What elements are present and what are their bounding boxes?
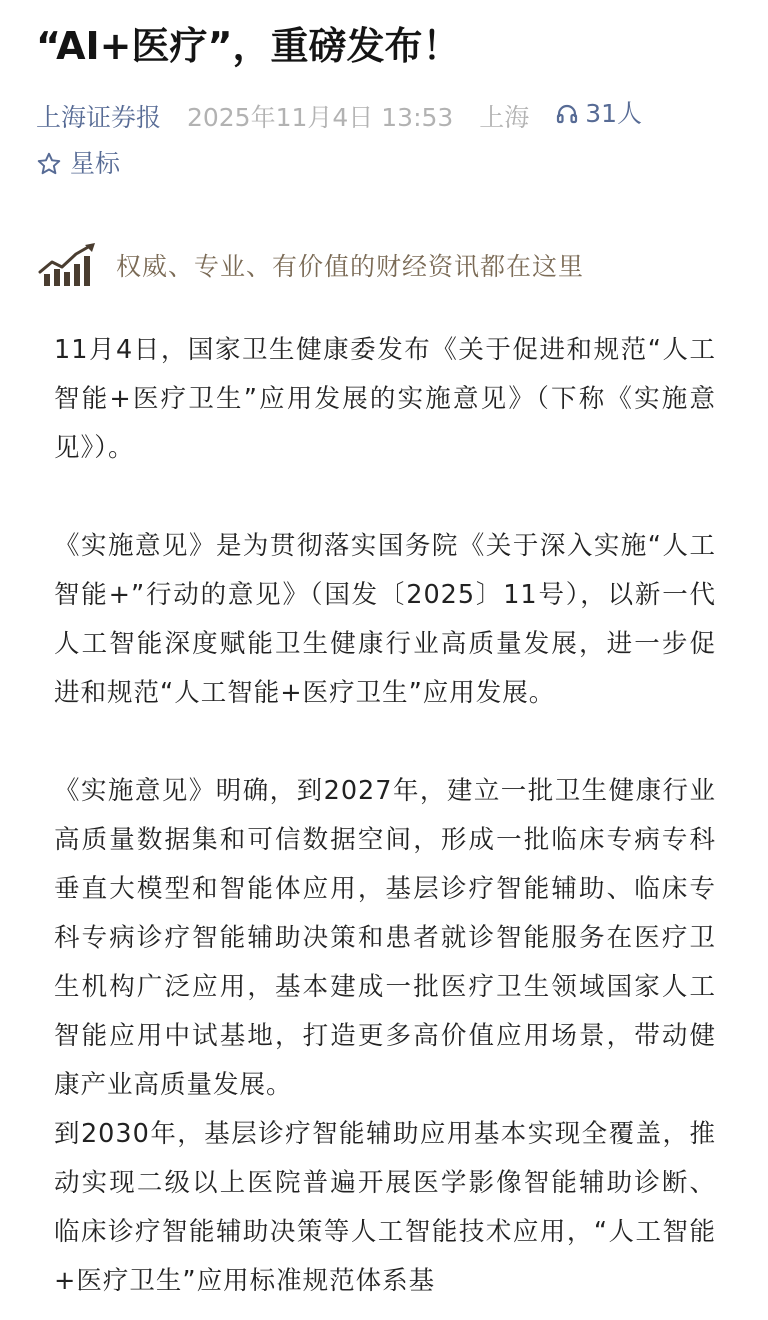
article-paragraph: 到2030年，基层诊疗智能辅助应用基本实现全覆盖，推动实现二级以上医院普遍开展医学影像智能辅助诊断、临床诊疗智能辅助决策等人工智能技术应用，“人工智能+医疗卫生”应用标准规范体系基: [54, 1119, 716, 1296]
star-outline-icon: [36, 151, 62, 177]
listen-button[interactable]: [555, 94, 660, 134]
headphones-icon: [555, 102, 579, 126]
rising-chart-arrow-icon: [38, 242, 98, 288]
publish-location: 上海: [479, 103, 530, 132]
brand-banner: [38, 238, 584, 292]
article-body: [54, 326, 716, 1306]
listener-count: 31人: [585, 99, 643, 128]
banner-slogan: 权威、专业、有价值的财经资讯都在这里: [116, 252, 585, 281]
publish-date: 2025年11月4日 13:53: [186, 103, 454, 132]
account-name-link[interactable]: 上海证券报: [36, 103, 162, 132]
article-title: “AI+医疗”，重磅发布！: [36, 24, 461, 68]
article-paragraph: 11月4日，国家卫生健康委发布《关于促进和规范“人工智能+医疗卫生”应用发展的实施意见》（下称《实施意见》）。: [54, 335, 716, 463]
article-paragraph: 《实施意见》明确，到2027年，建立一批卫生健康行业高质量数据集和可信数据空间，形成一批临床专病专科垂直大模型和智能体应用，基层诊疗智能辅助、临床专科专病诊疗智能辅助决策和患者就诊智能服务在医疗卫生机构广泛应用，基本建成一批医疗卫生领域国家人工智能应用中试基地，打造更多高价值应用场景，带动健康产业高质量发展。: [54, 776, 716, 1100]
star-label: 星标: [70, 149, 121, 178]
article-paragraph: 《实施意见》是为贯彻落实国务院《关于深入实施“人工智能+”行动的意见》（国发〔2025〕11号），以新一代人工智能深度赋能卫生健康行业高质量发展，进一步促进和规范“人工智能+医疗卫生”应用发展。: [54, 531, 716, 708]
star-button[interactable]: [36, 144, 120, 184]
article-meta: [36, 94, 756, 134]
